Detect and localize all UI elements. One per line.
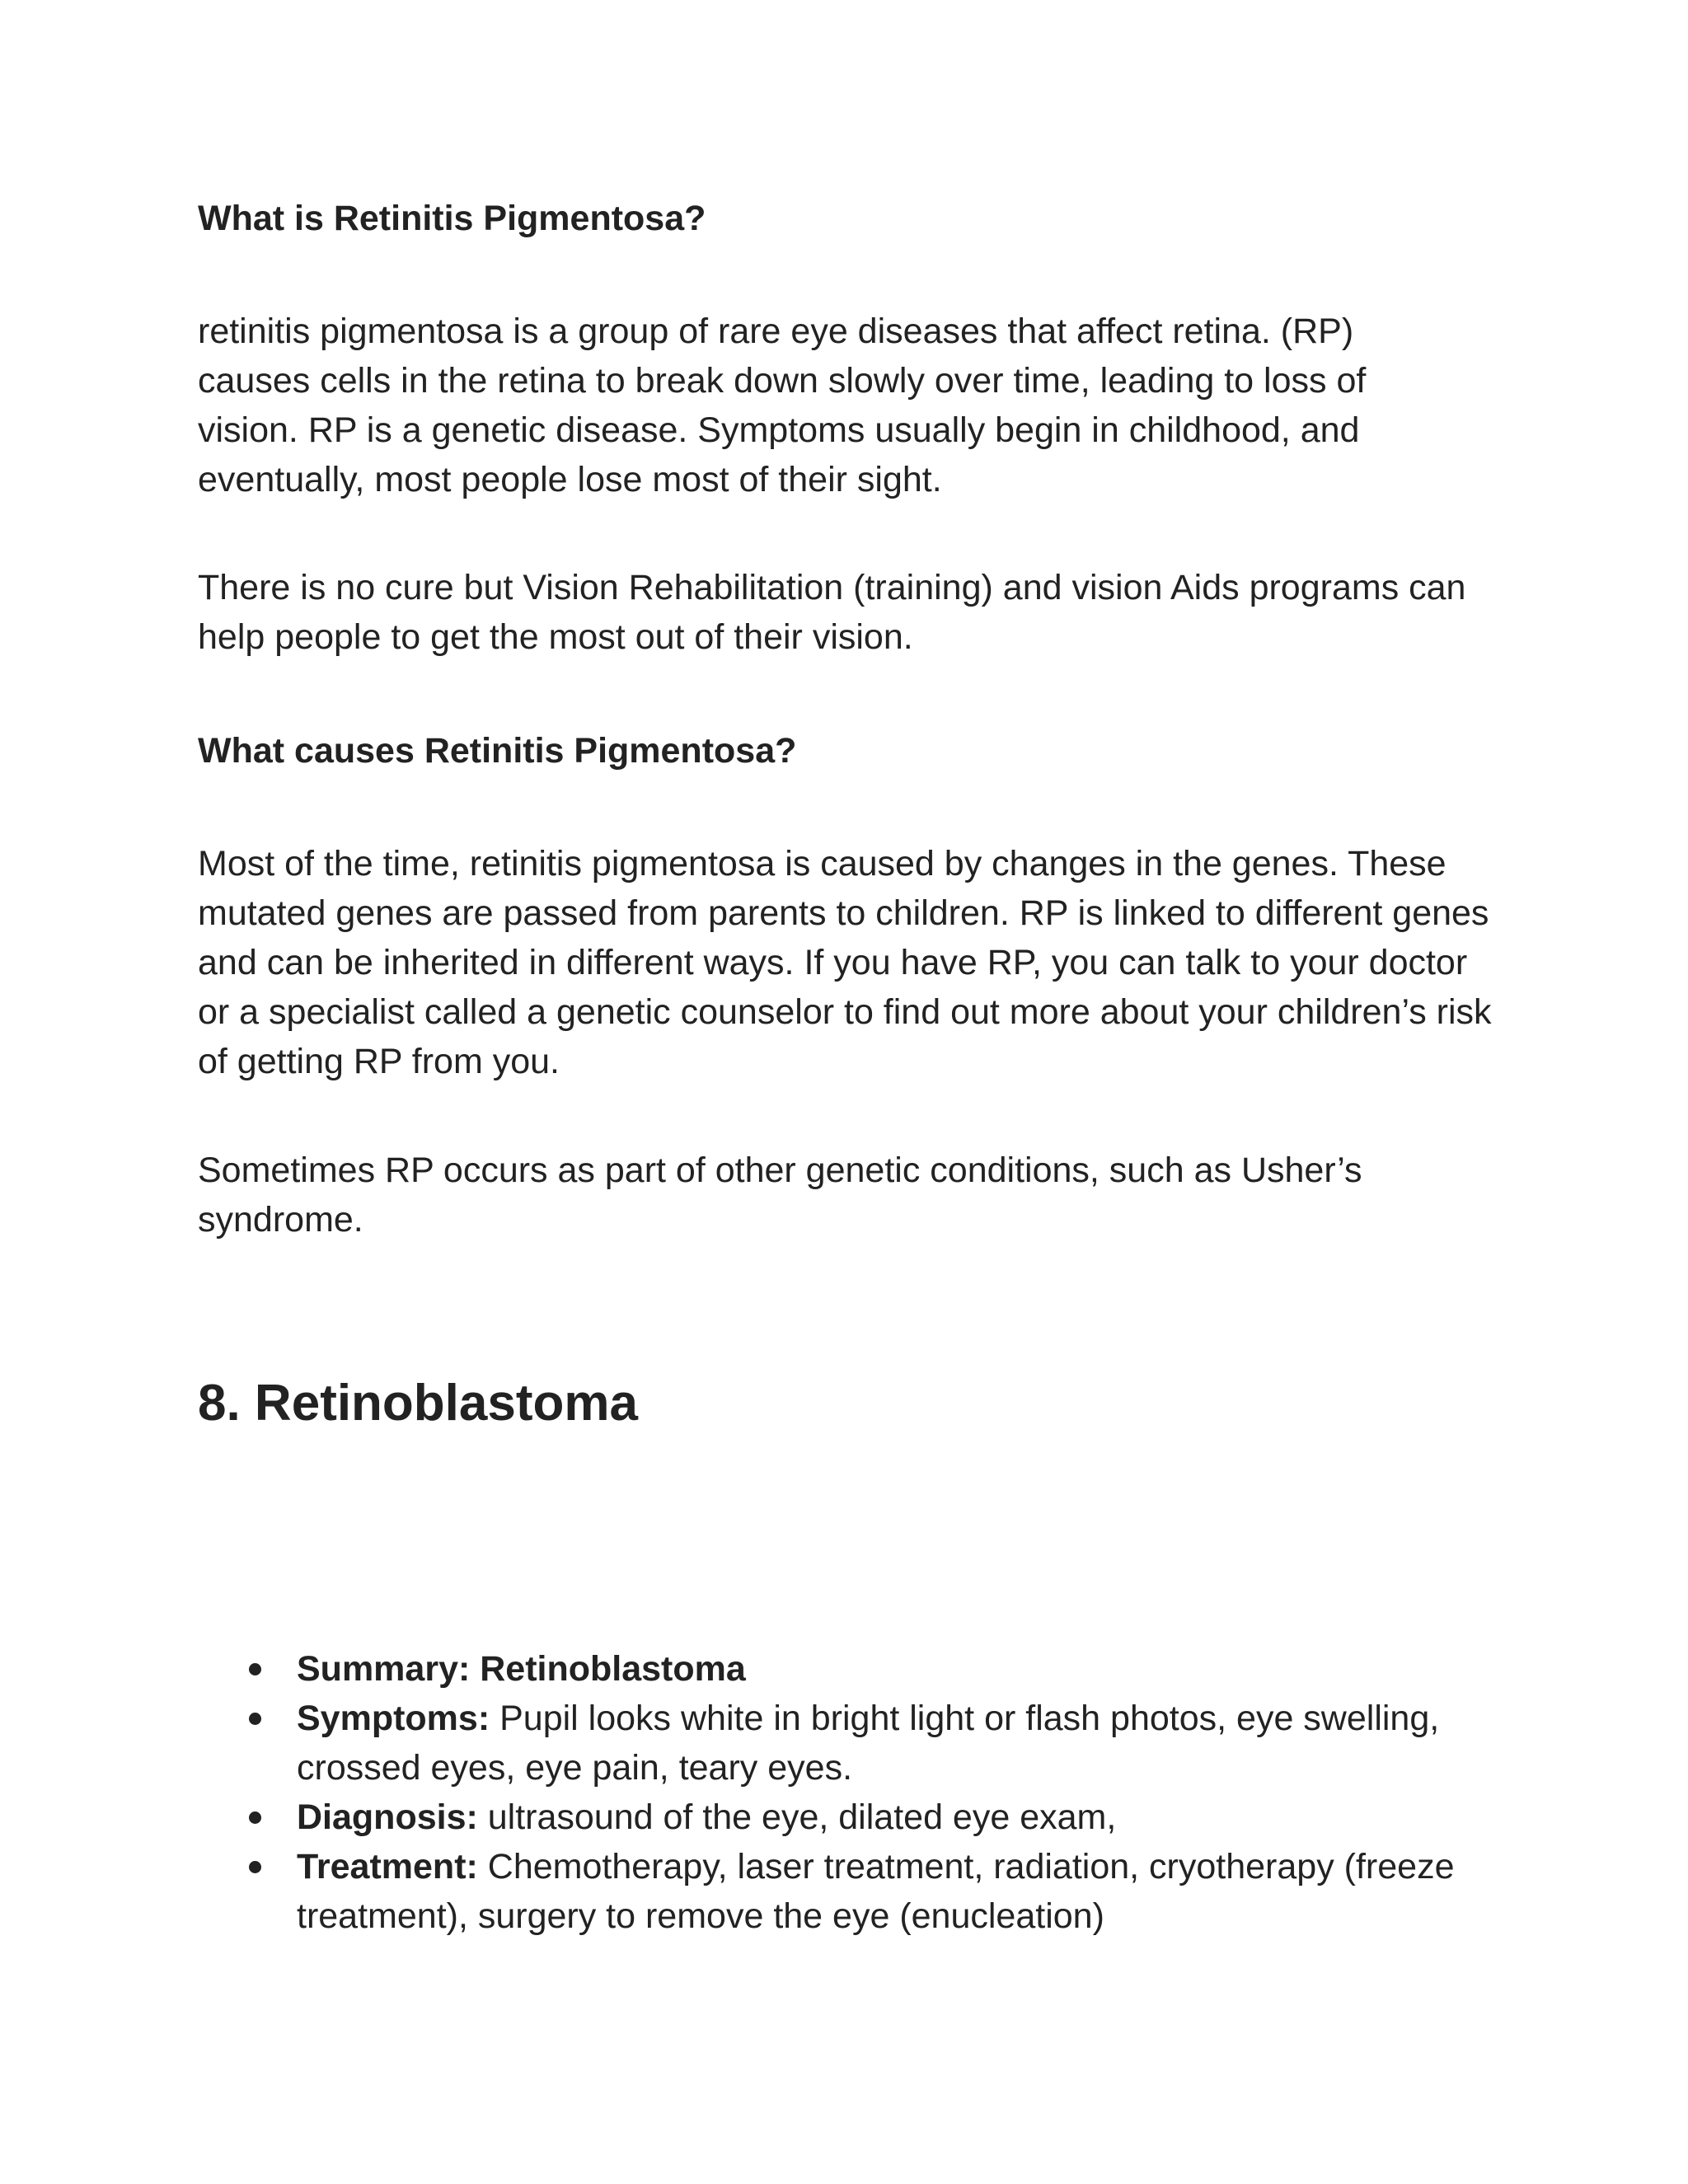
rp-what-heading-block bbox=[198, 194, 1517, 243]
bullet-icon bbox=[249, 1713, 261, 1725]
rp-causes-heading-block bbox=[198, 726, 1517, 776]
section-heading: What is Retinitis Pigmentosa? bbox=[198, 199, 706, 238]
bullet-icon bbox=[249, 1861, 261, 1873]
rp-causes-paragraph-2 bbox=[198, 1146, 1434, 1244]
bullet-label: Treatment: bbox=[297, 1847, 478, 1886]
retinoblastoma-heading-block bbox=[198, 1371, 1517, 1436]
bullet-text: Chemotherapy, laser treatment, radiation, cryotherapy (freeze treatment), surgery to remove the eye (enucleation) bbox=[297, 1847, 1455, 1936]
bullet-label: Summary: Retinoblastoma bbox=[297, 1649, 746, 1689]
rp-causes-paragraph-1 bbox=[198, 839, 1492, 1086]
bullet-label: Symptoms: bbox=[297, 1699, 490, 1738]
rp-what-paragraph-1 bbox=[198, 307, 1459, 504]
bullet-icon bbox=[249, 1663, 261, 1675]
chapter-heading: 8. Retinoblastoma bbox=[198, 1375, 638, 1432]
list-item bbox=[297, 1793, 1566, 1842]
rp-what-paragraph-2 bbox=[198, 563, 1517, 662]
list-item bbox=[297, 1842, 1566, 1941]
list-item bbox=[297, 1694, 1566, 1793]
paragraph: Sometimes RP occurs as part of other genetic conditions, such as Usher’s syndrome. bbox=[198, 1151, 1362, 1240]
bullet-text: Pupil looks white in bright light or flash photos, eye swelling, crossed eyes, eye pain, teary eyes. bbox=[297, 1699, 1440, 1788]
bullet-text: ultrasound of the eye, dilated eye exam, bbox=[477, 1797, 1117, 1837]
paragraph: Most of the time, retinitis pigmentosa is caused by changes in the genes. These mutated genes are passed from parents to children. RP is linked to different genes and can be inherited in different ways. If you have RP, you can talk to your doctor or a specialist called a genetic counselor to find out more about your children’s risk of getting RP from you. bbox=[198, 844, 1492, 1081]
list-item bbox=[297, 1644, 1566, 1694]
bullet-icon bbox=[249, 1811, 261, 1824]
paragraph: retinitis pigmentosa is a group of rare eye diseases that affect retina. (RP) causes cells in the retina to break down slowly over time, leading to loss of vision. RP is a genetic disease. Symptoms usually begin in childhood, and eventually, most people lose most of their sight. bbox=[198, 312, 1367, 499]
bullet-label: Diagnosis: bbox=[297, 1797, 478, 1837]
retinoblastoma-bullet-list bbox=[198, 1644, 1566, 1941]
paragraph: There is no cure but Vision Rehabilitation (training) and vision Aids programs can help people to get the most out of their vision. bbox=[198, 568, 1466, 657]
section-heading: What causes Retinitis Pigmentosa? bbox=[198, 731, 797, 771]
